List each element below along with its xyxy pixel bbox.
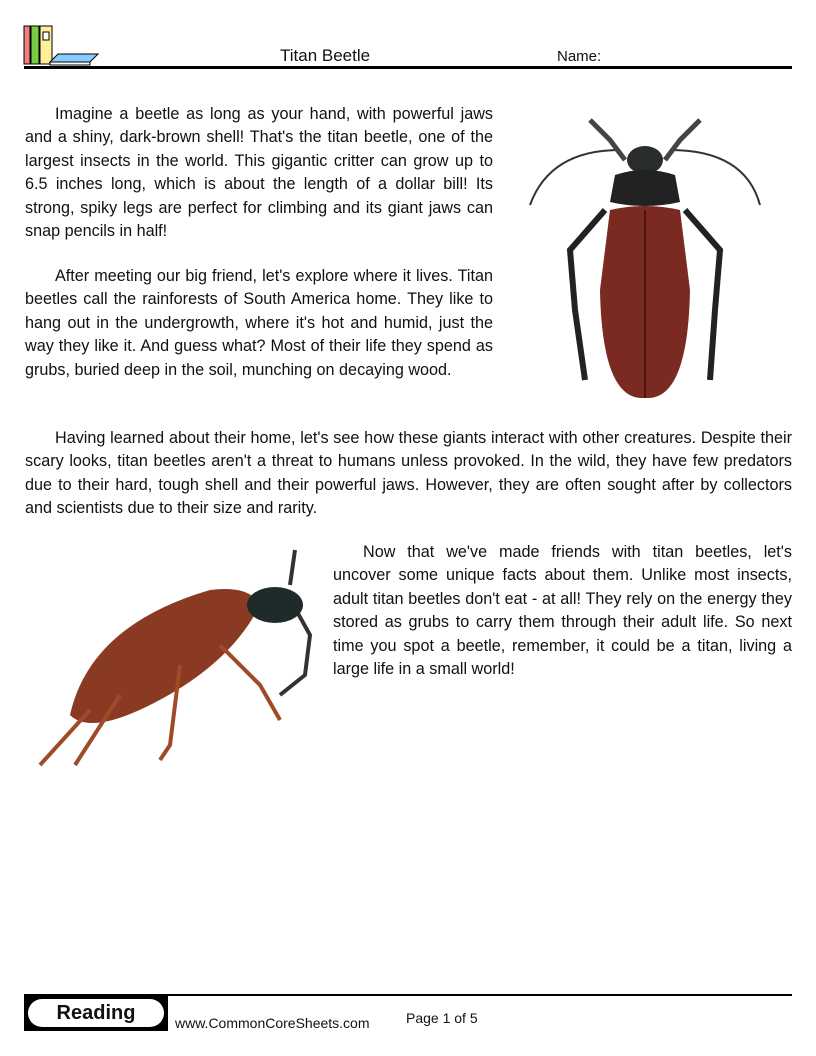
paragraph-1: Imagine a beetle as long as your hand, with powerful jaws and a shiny, dark-brown shell! That's the titan beetle, one of the largest insects in the world. This gigantic critter can grow up to 6.5 inches long, which is about the length of a dollar bill! Its strong, spiky legs are perfect for climbing and its giant jaws can snap pencils in half! bbox=[25, 105, 493, 241]
titan-beetle-side-view-image bbox=[30, 545, 330, 775]
paragraph-4: Now that we've made friends with titan beetles, let's uncover some unique facts about them. Unlike most insects, adult titan beetles don't eat - at all! They rely on the energy they stored as grubs to carry them through their adult life. So next time you spot a beetle, remember, it could be a titan, living a large life in a small world! bbox=[333, 543, 792, 679]
books-logo-icon bbox=[22, 24, 102, 68]
titan-beetle-top-view-image bbox=[520, 110, 770, 405]
paragraph-2: After meeting our big friend, let's explore where it lives. Titan beetles call the rainforests of South America home. They like to hang out in the undergrowth, where it's hot and humid, just the way they like it. And guess what? Most of their life they spend as grubs, buried deep in the soil, munching on decaying wood. bbox=[25, 267, 493, 379]
site-url: www.CommonCoreSheets.com bbox=[175, 1015, 370, 1031]
paragraph-3: Having learned about their home, let's see how these giants interact with other creatures. Despite their scary looks, titan beetles aren't a threat to humans unless provoked. In the wild, they have few predators due to their hard, tough shell and their powerful jaws. However, they are often sought after by collectors and scientists due to their size and rarity. bbox=[25, 429, 792, 518]
header-rule bbox=[24, 66, 792, 69]
page-number: Page 1 of 5 bbox=[406, 1010, 478, 1026]
subject-badge-label: Reading bbox=[28, 999, 164, 1027]
worksheet-title: Titan Beetle bbox=[280, 46, 371, 65]
name-label: Name: bbox=[557, 48, 602, 65]
subject-badge bbox=[24, 996, 168, 1031]
